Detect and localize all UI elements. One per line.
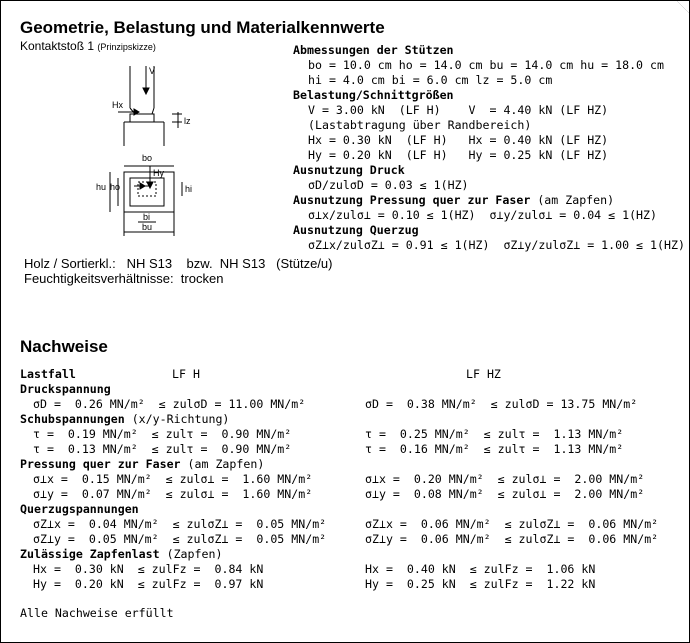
- sec-druck: Druckspannung: [20, 382, 111, 396]
- zap2-h: Hy = 0.20 kN ≤ zulFz = 0.97 kN: [33, 577, 264, 591]
- schub1-h: τ = 0.19 MN/m² ≤ zulτ = 0.90 MN/m²: [33, 427, 292, 441]
- zap2-hz: Hy = 0.25 kN ≤ zulFz = 1.22 kN: [365, 577, 596, 591]
- lf-h-label: LF H: [172, 367, 200, 381]
- sketch-label-v: V: [149, 66, 156, 76]
- schub1-hz: τ = 0.25 MN/m² ≤ zulτ = 1.13 MN/m²: [365, 427, 624, 441]
- heading-load: Belastung/Schnittgrößen: [293, 88, 454, 102]
- sketch-diagram: [90, 62, 200, 240]
- press2-h: σ⊥y = 0.07 MN/m² ≤ zulσ⊥ = 1.60 MN/m²: [33, 487, 313, 501]
- material-line-1: Holz / Sortierkl.: NH S13 bzw. NH S13 (Stütze/u): [24, 256, 333, 271]
- heading-util-querzug: Ausnutzung Querzug: [293, 223, 419, 237]
- sketch-label-lz: lz: [184, 116, 191, 126]
- schub2-h: τ = 0.13 MN/m² ≤ zulτ = 0.90 MN/m²: [33, 442, 292, 456]
- util-querzug-line: σZ⊥x/zulσZ⊥ = 0.91 ≤ 1(HZ) σZ⊥y/zulσZ⊥ = 1.00 ≤ 1(HZ): [308, 238, 685, 252]
- sec-querzug: Querzugspannungen: [20, 502, 139, 516]
- summary-text: Alle Nachweise erfüllt: [20, 606, 174, 620]
- sec-zapfen: Zulässige Zapfenlast (Zapfen): [20, 547, 223, 561]
- sketch-label-hy: Hy: [153, 168, 164, 178]
- sketch-label-hx: Hx: [112, 100, 123, 110]
- util-druck-line: σD/zulσD = 0.03 ≤ 1(HZ): [308, 178, 469, 192]
- press2-hz: σ⊥y = 0.08 MN/m² ≤ zulσ⊥ = 2.00 MN/m²: [365, 487, 645, 501]
- zap1-h: Hx = 0.30 kN ≤ zulFz = 0.84 kN: [33, 562, 264, 576]
- sec-schub: Schubspannungen (x/y-Richtung): [20, 412, 230, 426]
- section-title-geometry: Geometrie, Belastung und Materialkennwerte: [20, 18, 385, 37]
- qz2-hz: σZ⊥y = 0.06 MN/m² ≤ zulσZ⊥ = 0.06 MN/m²: [365, 532, 659, 546]
- qz1-h: σZ⊥x = 0.04 MN/m² ≤ zulσZ⊥ = 0.05 MN/m²: [33, 517, 327, 531]
- load-line-4: Hy = 0.20 kN (LF H) Hy = 0.25 kN (LF HZ): [308, 148, 609, 162]
- heading-util-druck: Ausnutzung Druck: [293, 163, 405, 177]
- lastfall-label: Lastfall: [20, 367, 76, 381]
- sketch-label-hu: hu: [96, 182, 107, 192]
- schub2-hz: τ = 0.16 MN/m² ≤ zulτ = 1.13 MN/m²: [365, 442, 624, 456]
- zap1-hz: Hx = 0.40 kN ≤ zulFz = 1.06 kN: [365, 562, 596, 576]
- qz1-hz: σZ⊥x = 0.06 MN/m² ≤ zulσZ⊥ = 0.06 MN/m²: [365, 517, 659, 531]
- material-line-2: Feuchtigkeitsverhältnisse: trocken: [24, 271, 224, 286]
- sketch-label-bi: bi: [143, 212, 151, 222]
- press1-hz: σ⊥x = 0.20 MN/m² ≤ zulσ⊥ = 2.00 MN/m²: [365, 472, 645, 486]
- sec-pressung: Pressung quer zur Faser (am Zapfen): [20, 457, 265, 471]
- load-line-1: V = 3.00 kN (LF H) V = 4.40 kN (LF HZ): [308, 103, 609, 117]
- subtitle: Kontaktstoß 1 (Prinzipskizze): [20, 39, 156, 53]
- dims-line-1: bo = 10.0 cm ho = 14.0 cm bu = 14.0 cm hu = 18.0 cm: [308, 58, 664, 72]
- sketch-label-ho: ho: [110, 182, 121, 192]
- press1-h: σ⊥x = 0.15 MN/m² ≤ zulσ⊥ = 1.60 MN/m²: [33, 472, 313, 486]
- sketch-label-bu: bu: [142, 222, 153, 232]
- section-title-nachweise: Nachweise: [20, 337, 108, 356]
- heading-dimensions: Abmessungen der Stützen: [293, 43, 454, 57]
- util-faser-line: σ⊥x/zulσ⊥ = 0.10 ≤ 1(HZ) σ⊥y/zulσ⊥ = 0.04 ≤ 1(HZ): [308, 208, 658, 222]
- dims-line-2: hi = 4.0 cm bi = 6.0 cm lz = 5.0 cm: [308, 73, 553, 87]
- sketch-label-bo: bo: [142, 153, 153, 163]
- load-line-3: Hx = 0.30 kN (LF H) Hx = 0.40 kN (LF HZ): [308, 133, 609, 147]
- load-line-2: (Lastabtragung über Randbereich): [308, 118, 532, 132]
- qz2-h: σZ⊥y = 0.05 MN/m² ≤ zulσZ⊥ = 0.05 MN/m²: [33, 532, 327, 546]
- druck-h: σD = 0.26 MN/m² ≤ zulσD = 11.00 MN/m²: [33, 397, 306, 411]
- druck-hz: σD = 0.38 MN/m² ≤ zulσD = 13.75 MN/m²: [365, 397, 638, 411]
- sketch-label-hi: hi: [185, 184, 193, 194]
- lf-hz-label: LF HZ: [466, 367, 501, 381]
- heading-util-faser: Ausnutzung Pressung quer zur Faser (am Zapfen): [293, 193, 615, 207]
